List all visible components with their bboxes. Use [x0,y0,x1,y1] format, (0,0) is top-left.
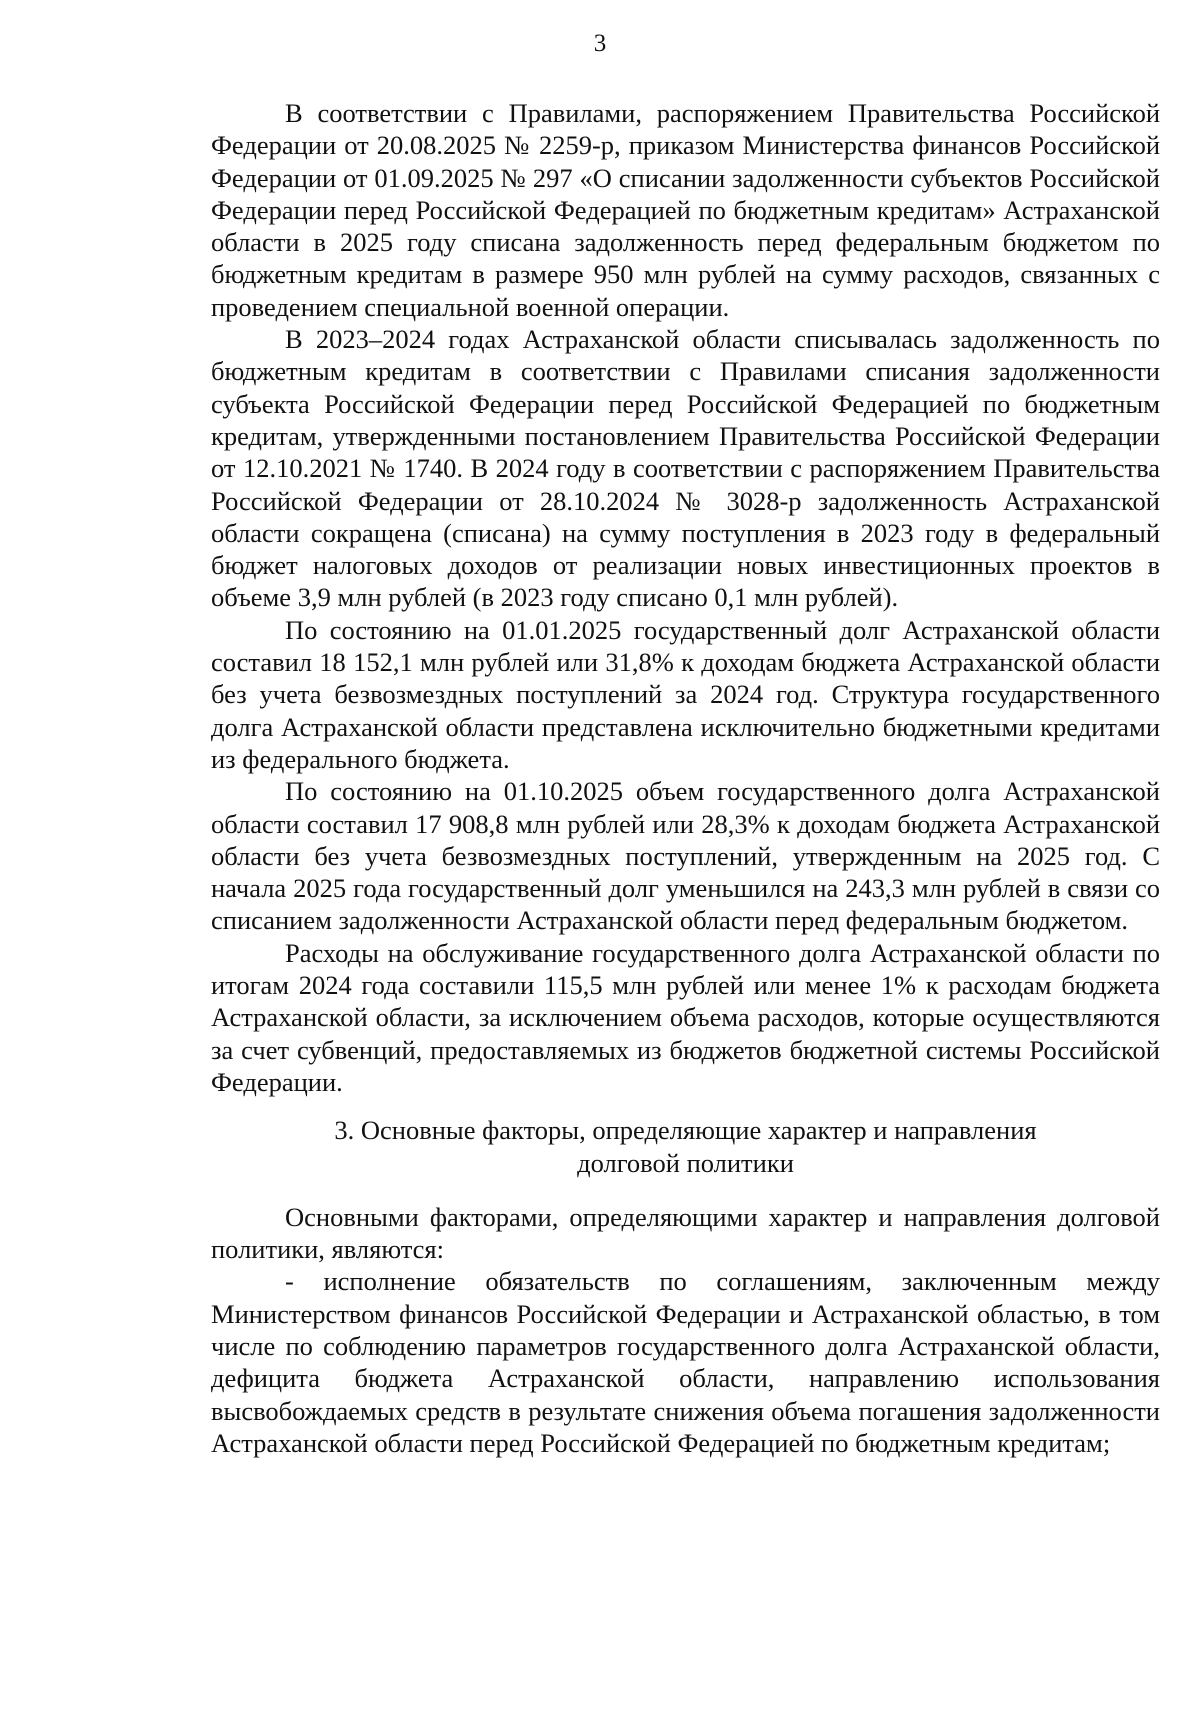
section-heading [211,1114,1160,1179]
spacer [211,1179,1160,1201]
document-body [211,97,1160,1459]
paragraph-debt-status-2025-10: По состоянию на 01.10.2025 объем государственного долга Астраханской области составил 17 908,8 млн рублей или 28,3% к доходам бюджета Астраханской области без учета безвозмездных поступлений, утвержденным на 2025 год. С начала 2025 года государственный долг уменьшился на 243,3 млн рублей в связи со списанием задолженности Астраханской области перед федеральным бюджетом. [211,776,1160,936]
section-heading-line-2: долговой политики [577,1147,794,1178]
section-heading-line-1: 3. Основные факторы, определяющие характер и направления [334,1115,1037,1146]
spacer [211,1098,1160,1114]
paragraph-factor-obligations: - исполнение обязательств по соглашениям, заключенным между Министерством финансов Российской Федерации и Астраханской областью, в том числе по соблюдению параметров государственного долга Астраханской области, дефицита бюджета Астраханской области, направлению использования высвобождаемых средств в результате снижения объема погашения задолженности Астраханской области перед Российской Федерацией по бюджетным кредитам; [211,1266,1160,1458]
paragraph-main-factors-intro: Основными факторами, определяющими характер и направления долговой политики, являются: [211,1201,1160,1265]
paragraph-debt-status-2025-01: По состоянию на 01.01.2025 государственный долг Астраханской области составил 18 152,1 млн рублей или 31,8% к доходам бюджета Астраханской области без учета безвозмездных поступлений за 2024 год. Структура государственного долга Астраханской области представлена исключительно бюджетными кредитами из федерального бюджета. [211,614,1160,774]
paragraph-debt-service-costs: Расходы на обслуживание государственного долга Астраханской области по итогам 2024 года составили 115,5 млн рублей или менее 1% к расходам бюджета Астраханской области, за исключением объема расходов, которые осуществляются за счет субвенций, предоставляемых из бюджетов бюджетной системы Российской Федерации. [211,937,1160,1097]
page-number: 3 [593,30,607,57]
paragraph-debt-write-off-2025: В соответствии с Правилами, распоряжением Правительства Российской Федерации от 20.08.2025 № 2259-р, приказом Министерства финансов Российской Федерации от 01.09.2025 № 297 «О списании задолженности субъектов Российской Федерации перед Российской Федерацией по бюджетным кредитам» Астраханской области в 2025 году списана задолженность перед федеральным бюджетом по бюджетным кредитам в размере 950 млн рублей на сумму расходов, связанных с проведением специальной военной операции. [211,98,1160,322]
paragraph-debt-write-off-2023-2024: В 2023–2024 годах Астраханской области списывалась задолженность по бюджетным кредитам в соответствии с Правилами списания задолженности субъекта Российской Федерации перед Российской Федерацией по бюджетным кредитам, утвержденными постановлением Правительства Российской Федерации от 12.10.2021 № 1740. В 2024 году в соответствии с распоряжением Правительства Российской Федерации от 28.10.2024 № 3028-р задолженность Астраханской области сокращена (списана) на сумму поступления в 2023 году в федеральный бюджет налоговых доходов от реализации новых инвестиционных проектов в объеме 3,9 млн рублей (в 2023 году списано 0,1 млн рублей). [211,324,1160,613]
